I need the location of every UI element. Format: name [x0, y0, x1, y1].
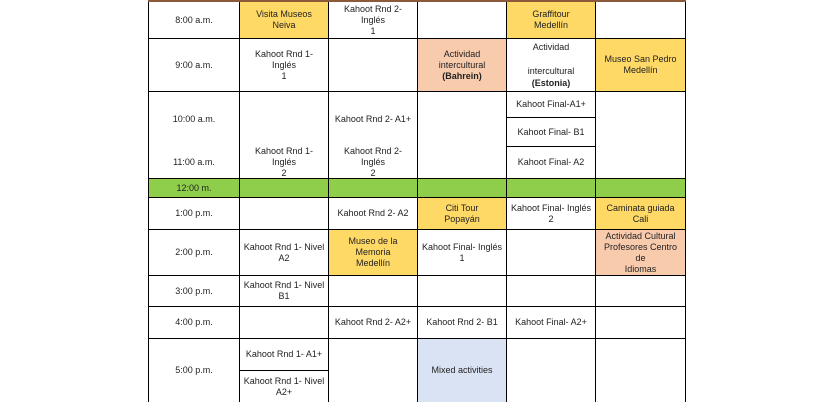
empty-cell — [506, 339, 595, 402]
empty-cell — [417, 2, 506, 39]
empty-cell — [595, 307, 686, 339]
empty-cell — [417, 276, 506, 307]
event-cell: Kahoot Final-A1+ — [506, 92, 595, 118]
event-cell: Museo San Pedro Medellín — [595, 39, 686, 92]
empty-cell — [417, 179, 506, 198]
empty-cell — [506, 276, 595, 307]
empty-cell — [595, 92, 686, 179]
event-cell: Kahoot Final- B1 — [506, 118, 595, 147]
event-cell: Graffitour Medellín — [506, 2, 595, 39]
time-cell: 8:00 a.m. — [148, 2, 239, 39]
empty-cell — [328, 39, 417, 92]
empty-cell — [417, 92, 506, 179]
time-cell: 3:00 p.m. — [148, 276, 239, 307]
empty-cell — [239, 198, 328, 230]
event-cell: Mixed activities — [417, 339, 506, 402]
empty-cell — [595, 339, 686, 402]
empty-cell — [328, 179, 417, 198]
empty-cell — [506, 230, 595, 276]
empty-cell — [595, 179, 686, 198]
event-cell: Visita Museos Neiva — [239, 2, 328, 39]
time-cell: 9:00 a.m. — [148, 39, 239, 92]
empty-cell — [506, 179, 595, 198]
event-cell-estonia — [506, 39, 595, 92]
empty-cell — [328, 339, 417, 402]
event-cell: Actividad Cultural Profesores Centro de Idiomas — [595, 230, 686, 276]
empty-cell — [328, 276, 417, 307]
event-cell: Caminata guiada Cali — [595, 198, 686, 230]
event-cell: Kahoot Rnd 2- A1+ — [328, 92, 417, 147]
event-cell-bahrein — [417, 39, 506, 92]
event-cell: Citi Tour Popayán — [417, 198, 506, 230]
empty-cell — [239, 92, 328, 147]
empty-cell — [239, 307, 328, 339]
event-cell: Kahoot Rnd 1- Inglés 2 — [239, 147, 328, 179]
event-cell: Kahoot Rnd 1- Nivel A2+ — [239, 371, 328, 402]
event-cell: Kahoot Final- Inglés 2 — [506, 198, 595, 230]
empty-cell — [595, 2, 686, 39]
event-text: Actividad intercultural — [438, 48, 486, 70]
event-cell: Kahoot Rnd 1- Nivel A2 — [239, 230, 328, 276]
event-country: (Bahrein) — [442, 70, 482, 81]
event-cell: Kahoot Rnd 2- Inglés 1 — [328, 2, 417, 39]
event-cell: Kahoot Rnd 1- Nivel B1 — [239, 276, 328, 307]
time-cell: 1:00 p.m. — [148, 198, 239, 230]
event-cell: Kahoot Rnd 2- B1 — [417, 307, 506, 339]
schedule-grid — [148, 0, 686, 402]
empty-cell — [595, 276, 686, 307]
event-cell: Kahoot Rnd 1- A1+ — [239, 339, 328, 371]
event-text: Actividad — [532, 42, 570, 52]
event-cell: Museo de la Memoria Medellín — [328, 230, 417, 276]
time-cell: 10:00 a.m. — [148, 92, 239, 147]
event-cell: Kahoot Rnd 2- A2 — [328, 198, 417, 230]
time-cell: 4:00 p.m. — [148, 307, 239, 339]
time-cell: 5:00 p.m. — [148, 339, 239, 402]
event-cell: Kahoot Final- A2+ — [506, 307, 595, 339]
event-cell: Kahoot Final- Inglés 1 — [417, 230, 506, 276]
time-cell: 2:00 p.m. — [148, 230, 239, 276]
event-cell: Kahoot Rnd 2- Inglés 2 — [328, 147, 417, 179]
event-country: (Estonia) — [531, 78, 571, 88]
event-cell: Kahoot Final- A2 — [506, 147, 595, 179]
event-text: intercultural — [527, 66, 575, 76]
event-cell: Kahoot Rnd 1- Inglés 1 — [239, 39, 328, 92]
time-cell: 11:00 a.m. — [148, 147, 239, 179]
event-cell: Kahoot Rnd 2- A2+ — [328, 307, 417, 339]
empty-cell — [239, 179, 328, 198]
time-cell-noon: 12:00 m. — [148, 179, 239, 198]
